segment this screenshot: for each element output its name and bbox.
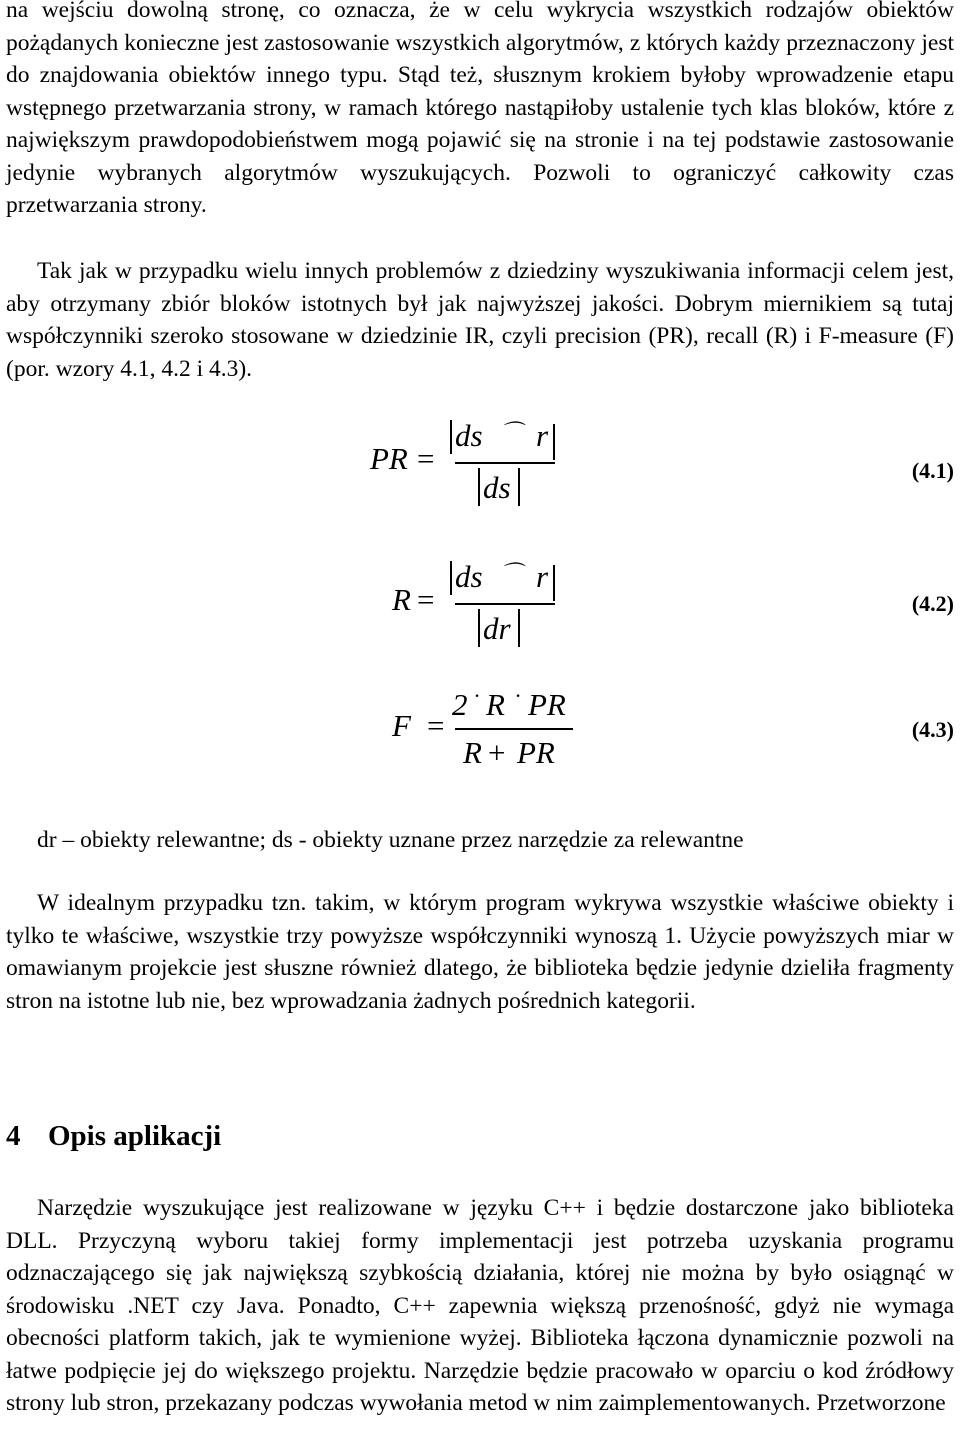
eq2-fraction-line [455, 603, 555, 605]
eq2-abs-bar [518, 609, 520, 647]
eq1-num-ds: ds [455, 418, 483, 453]
eq1-abs-bar [518, 468, 520, 506]
paragraph-metrics: Tak jak w przypadku wielu innych problemów z dziedziny wyszukiwania informacji celem jest, aby otrzymany zbiór bloków istotnych był jak najwyższej jakości. Dobrym miernikiem są tutaj współczynniki szeroko stosowane w dziedzinie IR, czyli precision (PR), recall (R) i F-measure (F) (por. wzory 4.1, 4.2 i 4.3). [6, 258, 954, 382]
eq2-num-ds: ds [455, 559, 483, 594]
eq3-lhs: F [392, 708, 411, 743]
eq1-fraction-line [455, 462, 555, 464]
symbol-legend: dr – obiekty relewantne; ds - obiekty uznane przez narzędzie za relewantne [37, 827, 744, 853]
equation-number: (4.1) [911, 458, 954, 483]
eq2-abs-bar [478, 609, 480, 647]
multiply-dot-icon: · [515, 683, 521, 708]
eq3-num-pr: PR [528, 687, 566, 722]
eq3-num-r: R [486, 687, 505, 722]
eq1-abs-bar [553, 424, 555, 460]
eq3-den-plus: + [486, 735, 507, 770]
eq1-equals: = [415, 441, 436, 476]
eq3-fraction-line [455, 728, 573, 730]
eq3-equals: = [425, 708, 446, 743]
eq1-num-r: r [536, 418, 549, 453]
section-heading [6, 1120, 221, 1153]
eq1-abs-bar [450, 420, 452, 454]
eq2-num-r: r [536, 559, 549, 594]
eq3-den-pr: PR [517, 735, 555, 770]
intersection-icon: ⌒ [500, 561, 523, 586]
equation-number: (4.3) [911, 717, 954, 742]
eq1-lhs: PR [370, 441, 408, 476]
eq2-abs-bar [553, 565, 555, 601]
eq1-abs-bar [478, 468, 480, 506]
eq2-equals: = [415, 582, 436, 617]
section-number: 4 [6, 1120, 21, 1152]
section-title: Opis aplikacji [48, 1120, 222, 1152]
eq3-num-two: 2 [452, 687, 468, 722]
eq2-abs-bar [450, 561, 452, 595]
equation-number: (4.2) [911, 591, 954, 616]
eq2-lhs: R [392, 582, 411, 617]
eq1-den-ds: ds [483, 470, 511, 505]
multiply-dot-icon: · [474, 683, 480, 708]
eq2-den-dr: dr [483, 611, 511, 646]
paragraph-ideal-case: W idealnym przypadku tzn. takim, w którym program wykrywa wszystkie właściwe obiekty i tylko te właściwe, wszystkie trzy powyższe współczynniki wynoszą 1. Użycie powyższych miar w omawianym projekcie jest słuszne również dlatego, że biblioteka będzie jedynie dzieliła fragmenty stron na istotne lub nie, bez wprowadzania żadnych pośrednich kategorii. [6, 890, 954, 1014]
paragraph-intro: na wejściu dowolną stronę, co oznacza, że w celu wykrycia wszystkich rodzajów obiektów pożądanych konieczne jest zastosowanie wszystkich algorytmów, z których każdy przeznaczony jest do znajdowania obiektów innego typu. Stąd też, słusznym krokiem byłoby wprowadzenie etapu wstępnego przetwarzania strony, w ramach którego nastąpiłoby ustalenie tych klas bloków, które z największym prawdopodobieństwem mogą pojawić się na stronie i na tej podstawie zastosowanie jedynie wybranych algorytmów wyszukujących. Pozwoli to ograniczyć całkowity czas przetwarzania strony. [6, 0, 954, 218]
intersection-icon: ⌒ [500, 420, 523, 445]
paragraph-application: Narzędzie wyszukujące jest realizowane w języku C++ i będzie dostarczone jako biblioteka DLL. Przyczyną wyboru takiej formy implementacji jest potrzeba uzyskania programu odznaczającego się jak największą szybkością działania, której nie można by było osiągnąć w środowisku .NET czy Java. Ponadto, C++ zapewnia większą przenośność, gdyż nie wymaga obecności platform takich, jak te wymienione wyżej. Biblioteka łączona dynamicznie pozwoli na łatwe podpięcie jej do większego projektu. Narzędzie będzie pracowało w oparciu o kod źródłowy strony lub stron, przekazany podczas wywołania metod w nim zaimplementowanych. Przetworzone [6, 1195, 954, 1416]
eq3-den-r: R [463, 735, 482, 770]
